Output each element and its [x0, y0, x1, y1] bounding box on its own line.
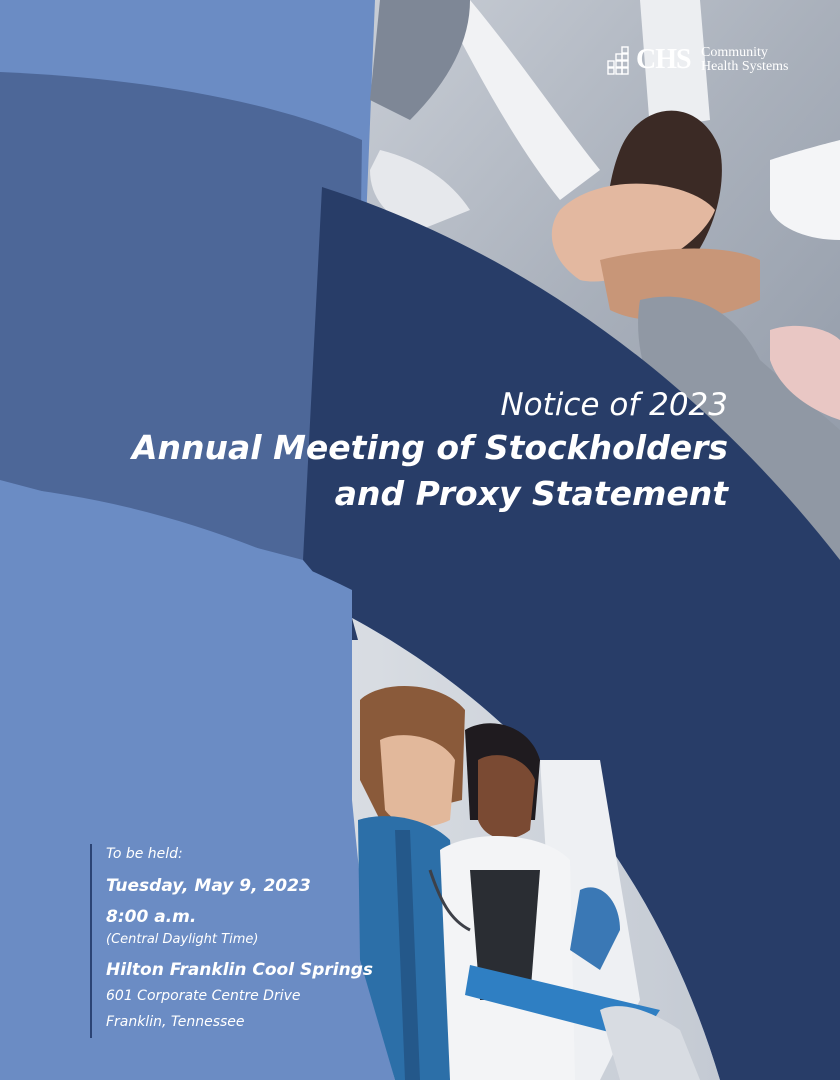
meeting-details [90, 844, 390, 1038]
meeting-address: 601 Corporate Centre Drive [106, 988, 301, 1004]
meeting-city: Franklin, Tennessee [106, 1014, 245, 1030]
logo-squares-icon [606, 46, 632, 76]
chs-logo [606, 44, 806, 78]
meeting-time: 8:00 a.m. [106, 907, 197, 927]
meeting-date: Tuesday, May 9, 2023 [106, 876, 311, 896]
title-line1: Annual Meeting of Stockholders [131, 428, 728, 467]
logo-abbr: CHS [636, 44, 691, 75]
logo-name-line2: Health Systems [701, 59, 789, 74]
title-line2: and Proxy Statement [334, 474, 728, 513]
meeting-timezone: (Central Daylight Time) [106, 932, 259, 947]
meeting-venue: Hilton Franklin Cool Springs [106, 960, 373, 980]
meeting-label: To be held: [106, 846, 183, 862]
logo-name [701, 46, 789, 74]
title-notice: Notice of 2023 [500, 387, 728, 423]
document-title [132, 385, 728, 517]
logo-name-line1: Community [701, 45, 768, 60]
